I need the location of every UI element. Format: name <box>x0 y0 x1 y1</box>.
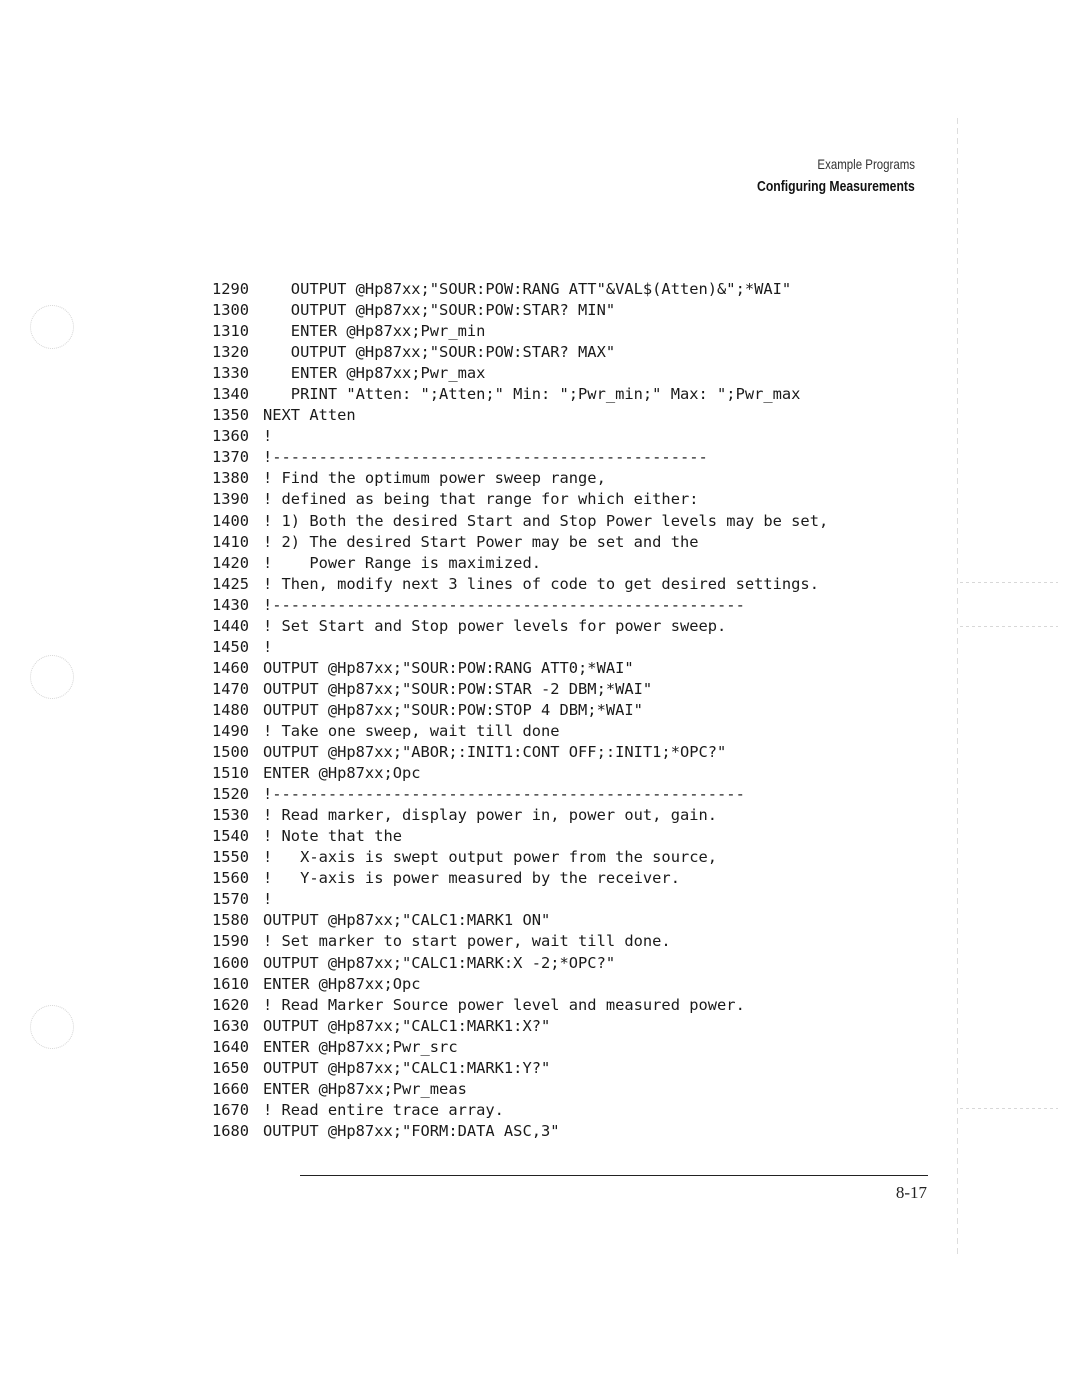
code-line <box>212 953 828 974</box>
code-text: OUTPUT @Hp87xx;"CALC1:MARK1 ON" <box>263 911 551 930</box>
punch-hole <box>30 305 74 349</box>
line-number: 1620 <box>212 995 250 1014</box>
line-number: 1510 <box>212 764 250 783</box>
line-number: 1450 <box>212 637 250 656</box>
scan-edge-line <box>957 118 958 1258</box>
line-number: 1610 <box>212 974 250 993</box>
line-number: 1670 <box>212 1100 250 1119</box>
code-line <box>212 279 828 300</box>
code-line <box>212 700 828 721</box>
code-text: ENTER @Hp87xx;Pwr_src <box>263 1037 458 1056</box>
code-line <box>212 616 828 637</box>
code-text: PRINT "Atten: ";Atten;" Min: ";Pwr_min;" Max: ";Pwr_max <box>263 385 801 404</box>
line-number: 1550 <box>212 848 250 867</box>
code-text: ! Read entire trace array. <box>263 1100 504 1119</box>
line-number: 1425 <box>212 574 250 593</box>
running-head-chapter: Example Programs <box>817 156 915 172</box>
code-text: OUTPUT @Hp87xx;"SOUR:POW:STAR? MIN" <box>263 301 616 320</box>
line-number: 1590 <box>212 932 250 951</box>
code-line <box>212 447 828 468</box>
code-text: OUTPUT @Hp87xx;"SOUR:POW:RANG ATT"&VAL$(Atten)&";*WAI" <box>263 280 792 298</box>
code-line <box>212 300 828 321</box>
line-number: 1570 <box>212 890 250 909</box>
code-text: ! X-axis is swept output power from the source, <box>263 848 718 867</box>
code-line <box>212 721 828 742</box>
code-text: ! Then, modify next 3 lines of code to get desired settings. <box>263 574 819 593</box>
line-number: 1530 <box>212 806 250 825</box>
code-line <box>212 826 828 847</box>
line-number: 1430 <box>212 595 250 614</box>
line-number: 1290 <box>212 280 250 298</box>
code-line <box>212 868 828 889</box>
code-line <box>212 658 828 679</box>
line-number: 1320 <box>212 343 250 362</box>
code-line <box>212 1016 828 1037</box>
code-line <box>212 468 828 489</box>
code-line <box>212 553 828 574</box>
code-line <box>212 489 828 510</box>
code-line <box>212 363 828 384</box>
code-text: OUTPUT @Hp87xx;"FORM:DATA ASC,3" <box>263 1121 560 1140</box>
footer-rule <box>300 1175 928 1176</box>
running-head-section: Configuring Measurements <box>757 179 915 195</box>
code-text: OUTPUT @Hp87xx;"CALC1:MARK1:X?" <box>263 1016 551 1035</box>
code-line <box>212 763 828 784</box>
code-line <box>212 511 828 532</box>
code-text: ENTER @Hp87xx;Opc <box>263 764 421 783</box>
page-number: 8-17 <box>895 1183 927 1202</box>
scan-margin-mark <box>960 626 1058 627</box>
code-text: ! Power Range is maximized. <box>263 553 541 572</box>
code-text: ! Set marker to start power, wait till done. <box>263 932 671 951</box>
code-line <box>212 1121 828 1142</box>
line-number: 1560 <box>212 869 250 888</box>
code-line <box>212 384 828 405</box>
code-text: OUTPUT @Hp87xx;"CALC1:MARK1:Y?" <box>263 1058 551 1077</box>
code-text: ! Note that the <box>263 827 402 846</box>
punch-hole <box>30 655 74 699</box>
code-line <box>212 574 828 595</box>
code-line <box>212 405 828 426</box>
code-text: ! Take one sweep, wait till done <box>263 721 560 740</box>
line-number: 1440 <box>212 616 250 635</box>
line-number: 1420 <box>212 553 250 572</box>
code-line <box>212 342 828 363</box>
code-text: !----------------------------------------------- <box>263 448 708 467</box>
line-number: 1470 <box>212 679 250 698</box>
code-text: ! <box>263 890 273 909</box>
code-text: ! Set Start and Stop power levels for power sweep. <box>263 616 727 635</box>
code-line <box>212 426 828 447</box>
code-line <box>212 847 828 868</box>
code-line <box>212 995 828 1016</box>
scan-margin-mark <box>960 582 1058 583</box>
line-number: 1660 <box>212 1079 250 1098</box>
code-line <box>212 595 828 616</box>
line-number: 1390 <box>212 490 250 509</box>
line-number: 1520 <box>212 785 250 804</box>
code-line <box>212 321 828 342</box>
code-text: ENTER @Hp87xx;Pwr_max <box>263 364 486 383</box>
code-line <box>212 742 828 763</box>
code-text: OUTPUT @Hp87xx;"ABOR;:INIT1:CONT OFF;:INIT1;*OPC?" <box>263 743 727 762</box>
code-text: ENTER @Hp87xx;Pwr_meas <box>263 1079 467 1098</box>
code-text: ! 1) Both the desired Start and Stop Power levels may be set, <box>263 511 829 530</box>
line-number: 1650 <box>212 1058 250 1077</box>
line-number: 1680 <box>212 1121 250 1140</box>
code-line <box>212 1100 828 1121</box>
code-text: ! defined as being that range for which either: <box>263 490 699 509</box>
code-line <box>212 805 828 826</box>
code-text: ! <box>263 427 273 446</box>
line-number: 1540 <box>212 827 250 846</box>
punch-hole <box>30 1005 74 1049</box>
line-number: 1640 <box>212 1037 250 1056</box>
code-line <box>212 974 828 995</box>
line-number: 1340 <box>212 385 250 404</box>
code-line <box>212 637 828 658</box>
code-text: ! Read Marker Source power level and measured power. <box>263 995 745 1014</box>
line-number: 1370 <box>212 448 250 467</box>
code-text: ENTER @Hp87xx;Opc <box>263 974 421 993</box>
code-line <box>212 1037 828 1058</box>
line-number: 1490 <box>212 721 250 740</box>
code-line <box>212 910 828 931</box>
line-number: 1480 <box>212 700 250 719</box>
scan-margin-mark <box>960 1108 1058 1109</box>
line-number: 1500 <box>212 743 250 762</box>
code-text: ! Find the optimum power sweep range, <box>263 469 606 488</box>
line-number: 1460 <box>212 658 250 677</box>
code-line <box>212 889 828 910</box>
code-line <box>212 1058 828 1079</box>
code-text: ENTER @Hp87xx;Pwr_min <box>263 322 486 341</box>
line-number: 1300 <box>212 301 250 320</box>
line-number: 1410 <box>212 532 250 551</box>
code-line <box>212 532 828 553</box>
line-number: 1400 <box>212 511 250 530</box>
line-number: 1380 <box>212 469 250 488</box>
code-text: OUTPUT @Hp87xx;"SOUR:POW:STAR -2 DBM;*WAI" <box>263 679 653 698</box>
line-number: 1580 <box>212 911 250 930</box>
code-line <box>212 931 828 952</box>
code-text: !--------------------------------------------------- <box>263 595 745 614</box>
code-text: ! <box>263 637 273 656</box>
line-number: 1600 <box>212 953 250 972</box>
code-text: OUTPUT @Hp87xx;"SOUR:POW:STOP 4 DBM;*WAI" <box>263 700 643 719</box>
code-line <box>212 784 828 805</box>
code-text: OUTPUT @Hp87xx;"CALC1:MARK:X -2;*OPC?" <box>263 953 616 972</box>
code-line <box>212 679 828 700</box>
code-text: OUTPUT @Hp87xx;"SOUR:POW:RANG ATT0;*WAI" <box>263 658 634 677</box>
line-number: 1630 <box>212 1016 250 1035</box>
code-text: ! 2) The desired Start Power may be set and the <box>263 532 699 551</box>
line-number: 1310 <box>212 322 250 341</box>
code-listing <box>212 279 828 1142</box>
code-text: ! Read marker, display power in, power out, gain. <box>263 806 718 825</box>
line-number: 1330 <box>212 364 250 383</box>
line-number: 1360 <box>212 427 250 446</box>
line-number: 1350 <box>212 406 250 425</box>
code-text: ! Y-axis is power measured by the receiver. <box>263 869 680 888</box>
code-text: !--------------------------------------------------- <box>263 785 745 804</box>
code-text: NEXT Atten <box>263 406 356 425</box>
code-text: OUTPUT @Hp87xx;"SOUR:POW:STAR? MAX" <box>263 343 616 362</box>
code-line <box>212 1079 828 1100</box>
